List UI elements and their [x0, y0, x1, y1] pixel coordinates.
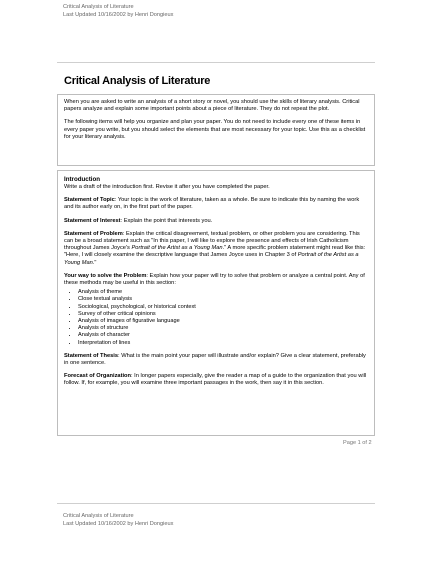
- forecast-paragraph: [64, 373, 368, 387]
- footer-title: Critical Analysis of Literature: [63, 513, 134, 519]
- solve-paragraph: [64, 273, 368, 287]
- thesis-term: Statement of Thesis: [64, 352, 119, 359]
- list-item: • Survey of other critical opinions: [78, 311, 368, 318]
- checklist-box: [57, 170, 375, 436]
- header-divider: [57, 62, 375, 63]
- list-item: • Sociological, psychological, or historical context: [78, 304, 368, 311]
- document-title: Critical Analysis of Literature: [64, 75, 211, 87]
- topic-text: : Your topic is the work of literature, taken as a whole. Be sure to indicate this by naming the work and its author early on, in the first part of the paper.: [64, 197, 360, 211]
- topic-paragraph: [64, 197, 368, 211]
- footer-divider: [57, 503, 375, 504]
- interest-term: Statement of Interest: [64, 217, 121, 224]
- problem-text-c: .": [92, 259, 97, 266]
- solve-text: : Explain how your paper will try to solve that problem or analyze a central point. Any of these methods may be useful in this section:: [64, 272, 365, 287]
- topic-term: Statement of Topic: [64, 197, 115, 204]
- problem-title-b: Portrait of the Artist as a Young Man: [64, 252, 359, 266]
- introduction-text: Write a draft of the introduction first. Revise it after you have completed the paper.: [64, 184, 270, 190]
- interest-paragraph: [64, 218, 368, 225]
- solve-term: Your way to solve the Problem: [64, 272, 147, 279]
- problem-paragraph: [64, 231, 368, 267]
- page-header: [63, 3, 173, 19]
- thesis-paragraph: [64, 353, 368, 367]
- intro-paragraph-2: The following items will help you organize and plan your paper. You do not need to include every one of these items in every paper you write, but you should select the elements that are most necessary for your topic. Use this as a checklist for your literary analysis.: [64, 119, 366, 140]
- header-updated: Last Updated 10/16/2002 by Henri Dongieux: [63, 12, 174, 18]
- problem-text-b: ." A more specific problem statement might read like this: "Here, I will closely examine the descriptive language that James Joyce uses in Chapter 3 of: [64, 245, 366, 259]
- page-footer: [63, 512, 173, 528]
- interest-text: : Explain the point that interests you.: [120, 217, 213, 224]
- list-item: • Analysis of character: [78, 332, 368, 339]
- intro-box: [57, 94, 375, 166]
- page-number: Page 1 of 2: [343, 440, 372, 446]
- problem-text-a: : Explain the critical disagreement, textual problem, or other problem you are considering. This can be a broad statement such as "In this paper, I will like to explore the presence and effects of Irish Catholicism throughout James Joyce's: [64, 230, 360, 252]
- thesis-text: : What is the main point your paper will illustrate and/or explain? Give a clear statement, preferably in one sentence.: [64, 352, 366, 367]
- problem-title-a: Portrait of the Artist as a Young Man: [131, 245, 223, 252]
- header-title: Critical Analysis of Literature: [63, 4, 134, 10]
- list-item: • Analysis of images of figurative language: [78, 318, 368, 325]
- methods-list: [78, 289, 368, 347]
- list-item: • Interpretation of lines: [78, 340, 368, 347]
- list-item: • Close textual analysis: [78, 296, 368, 303]
- problem-term: Statement of Problem: [64, 230, 123, 237]
- forecast-term: Forecast of Organization: [64, 373, 131, 380]
- intro-paragraph-1: When you are asked to write an analysis of a short story or novel, you should use the skills of literary analysis. Critical papers analyze and explain some important points about a piece of literature. They do not repeat the plot.: [64, 99, 360, 113]
- introduction-heading: Introduction: [64, 176, 101, 183]
- footer-updated: Last Updated 10/16/2002 by Henri Dongieux: [63, 521, 174, 527]
- list-item: • Analysis of theme: [78, 289, 368, 296]
- list-item: • Analysis of structure: [78, 325, 368, 332]
- forecast-text: : In longer papers especially, give the reader a map of a guide to the organization that you will follow. If, for example, you will examine three important passages in the work, then say it in this section.: [64, 373, 367, 387]
